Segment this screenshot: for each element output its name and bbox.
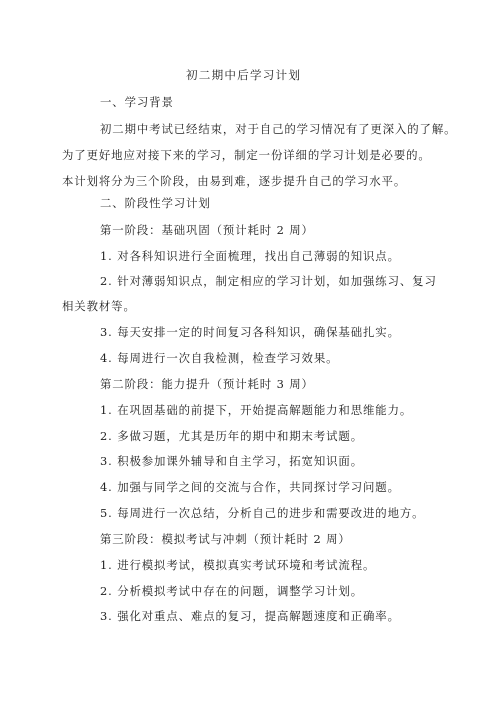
stage-heading: 第一阶段：基础巩固（预计耗时 2 周） (100, 223, 314, 237)
section-heading-background: 一、学习背景 (100, 95, 174, 109)
section-heading-plan: 二、阶段性学习计划 (100, 196, 211, 210)
background-paragraph-line: 初二期中考试已经结束，对于自己的学习情况有了更深入的了解。 (100, 122, 457, 136)
stage-heading: 第三阶段：模拟考试与冲刺（预计耗时 2 周） (100, 532, 351, 546)
stage-list-item: 2. 分析模拟考试中存在的问题，调整学习计划。 (100, 584, 364, 598)
stage-list-item: 1. 进行模拟考试，模拟真实考试环境和考试流程。 (100, 558, 376, 572)
stage-heading: 第二阶段：能力提升（预计耗时 3 周） (100, 377, 314, 391)
stage-list-item-continuation: 相关教材等。 (62, 299, 136, 313)
document-title: 初二期中后学习计划 (186, 68, 302, 82)
stage-list-item: 1. 在巩固基础的前提下，开始提高解题能力和思维能力。 (100, 403, 413, 417)
stage-list-item: 2. 针对薄弱知识点，制定相应的学习计划，如加强练习、复习 (100, 274, 437, 288)
stage-list-item: 3. 积极参加课外辅导和自主学习，拓宽知识面。 (100, 454, 364, 468)
stage-list-item: 2. 多做习题，尤其是历年的期中和期末考试题。 (100, 429, 364, 443)
stage-list-item: 4. 加强与同学之间的交流与合作，共同探讨学习问题。 (100, 480, 400, 494)
background-paragraph-line: 本计划将分为三个阶段，由易到难，逐步提升自己的学习水平。 (62, 174, 407, 188)
stage-list-item: 4. 每周进行一次自我检测，检查学习效果。 (100, 351, 339, 365)
stage-list-item: 3. 强化对重点、难点的复习，提高解题速度和正确率。 (100, 609, 400, 623)
background-paragraph-line: 为了更好地应对接下来的学习，制定一份详细的学习计划是必要的。 (62, 148, 431, 162)
stage-list-item: 5. 每周进行一次总结，分析自己的进步和需要改进的地方。 (100, 506, 425, 520)
stage-list-item: 1. 对各科知识进行全面梳理，找出自己薄弱的知识点。 (100, 249, 400, 263)
stage-list-item: 3. 每天安排一定的时间复习各科知识，确保基础扎实。 (100, 325, 400, 339)
